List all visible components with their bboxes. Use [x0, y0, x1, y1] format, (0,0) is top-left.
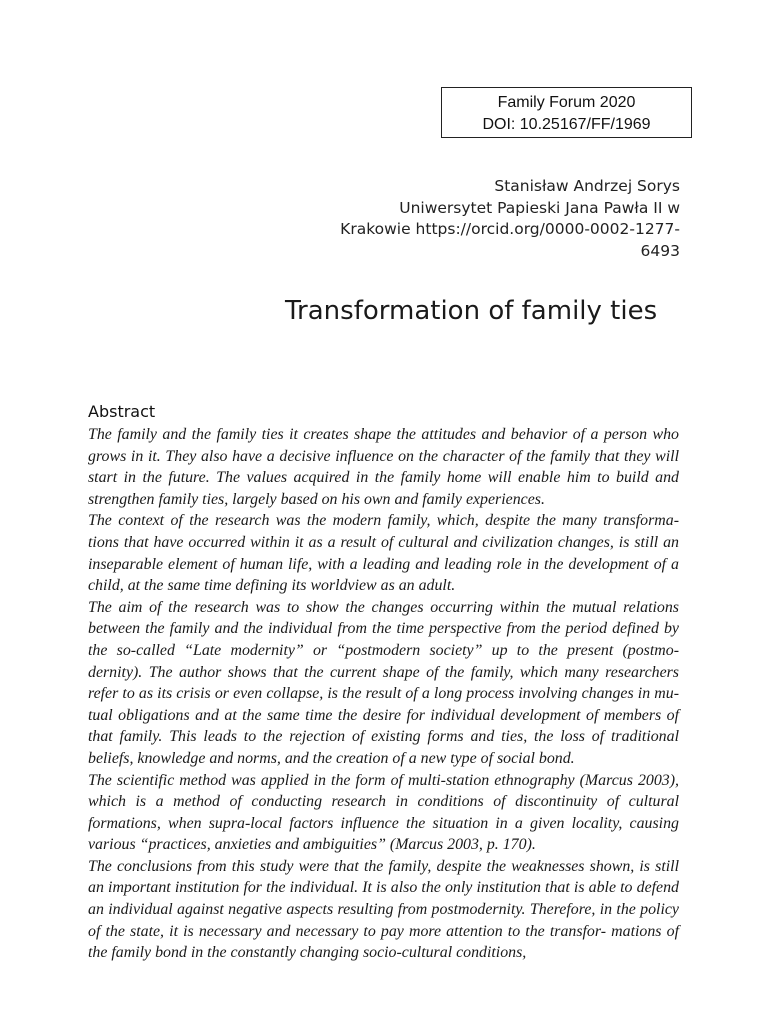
author-affiliation-line-2: Krakowie https://orcid.org/0000-0002-1277- — [340, 220, 680, 238]
author-affiliation-line-1: Uniwersytet Papieski Jana Pawła II w — [399, 198, 680, 217]
abstract-paragraph: The conclusions from this study were that the family, despite the weaknesses shown, is still an important institution for the individual. It is also the only institution that is able to defend an individual against negative aspects resulting from postmodernity. Therefore, in the policy of the state, it is necessary and necessary to pay more attention to the transfor- mations of the family bond in the constantly changing socio-cultural conditions, — [88, 857, 679, 962]
paper-title: Transformation of family ties — [285, 296, 658, 326]
journal-name: Family Forum 2020 — [497, 94, 636, 111]
author-name: Stanisław Andrzej Sorys — [494, 177, 680, 195]
abstract-paragraph: The scientific method was applied in the form of multi-station ethnography (Marcus 2003), which is a method of conducting research in conditions of discontinuity of cultural formations, when supra-local factors influence the situation in a given locality, causing various “practices, anxieties and ambiguities” (Marcus 2003, p. 170). — [88, 771, 679, 854]
author-affiliation-line-3: 6493 — [640, 241, 680, 260]
abstract-paragraph: The context of the research was the modern family, which, despite the many transforma- tions that have occurred within it as a result of cultural and civilization changes, is still an inseparable element of human life, with a leading and leading role in the development of a child, at the same time defining its worldview as an adult. — [88, 512, 679, 595]
journal-doi: DOI: 10.25167/FF/1969 — [482, 116, 651, 133]
journal-info-box — [441, 87, 692, 138]
abstract-paragraph: The family and the family ties it creates shape the attitudes and behavior of a person who grows in it. They also have a decisive influence on the character of the family that they will start in the future. The values acquired in the family home will enable him to build and strengthen family ties, largely based on his own and family experiences. — [88, 426, 679, 508]
author-block — [320, 176, 680, 262]
abstract-body — [88, 424, 679, 964]
abstract-paragraph: The aim of the research was to show the changes occurring within the mutual relations between the family and the individual from the time perspective from the period defined by the so-called “Late modernity” or “postmodern society” up to the present (postmo- dernity). The author shows that the current shape of the family, which many researchers refer to as its crisis or even collapse, is the result of a long process involving changes in mu- tual obligations and at the same time the desire for individual development of members of that family. This leads to the rejection of existing forms and ties, the loss of traditional beliefs, knowledge and norms, and the creation of a new type of social bond. — [88, 598, 679, 767]
abstract-heading: Abstract — [88, 402, 156, 421]
